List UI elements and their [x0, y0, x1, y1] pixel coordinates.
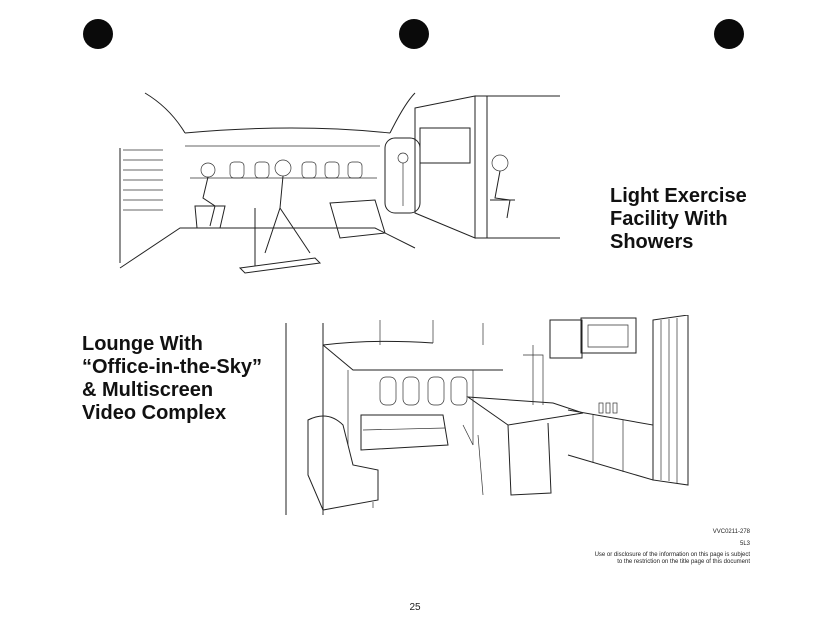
punch-hole-right [714, 19, 744, 49]
document-id: VVC0211-278 [712, 529, 750, 535]
exercise-facility-illustration [115, 88, 565, 278]
lounge-illustration [283, 315, 693, 520]
document-code: 5L3 [739, 541, 750, 547]
disclosure-notice-line-1: Use or disclosure of the information on this page is subject [594, 552, 750, 558]
page-number: 25 [409, 602, 421, 613]
punch-hole-left [83, 19, 113, 49]
disclosure-notice-line-2: to the restriction on the title page of this document [617, 559, 750, 565]
exercise-facility-caption: Light Exercise Facility With Showers [610, 185, 747, 253]
punch-hole-center [399, 19, 429, 49]
lounge-caption: Lounge With “Office-in-the-Sky” & Multiscreen Video Complex [82, 333, 263, 424]
